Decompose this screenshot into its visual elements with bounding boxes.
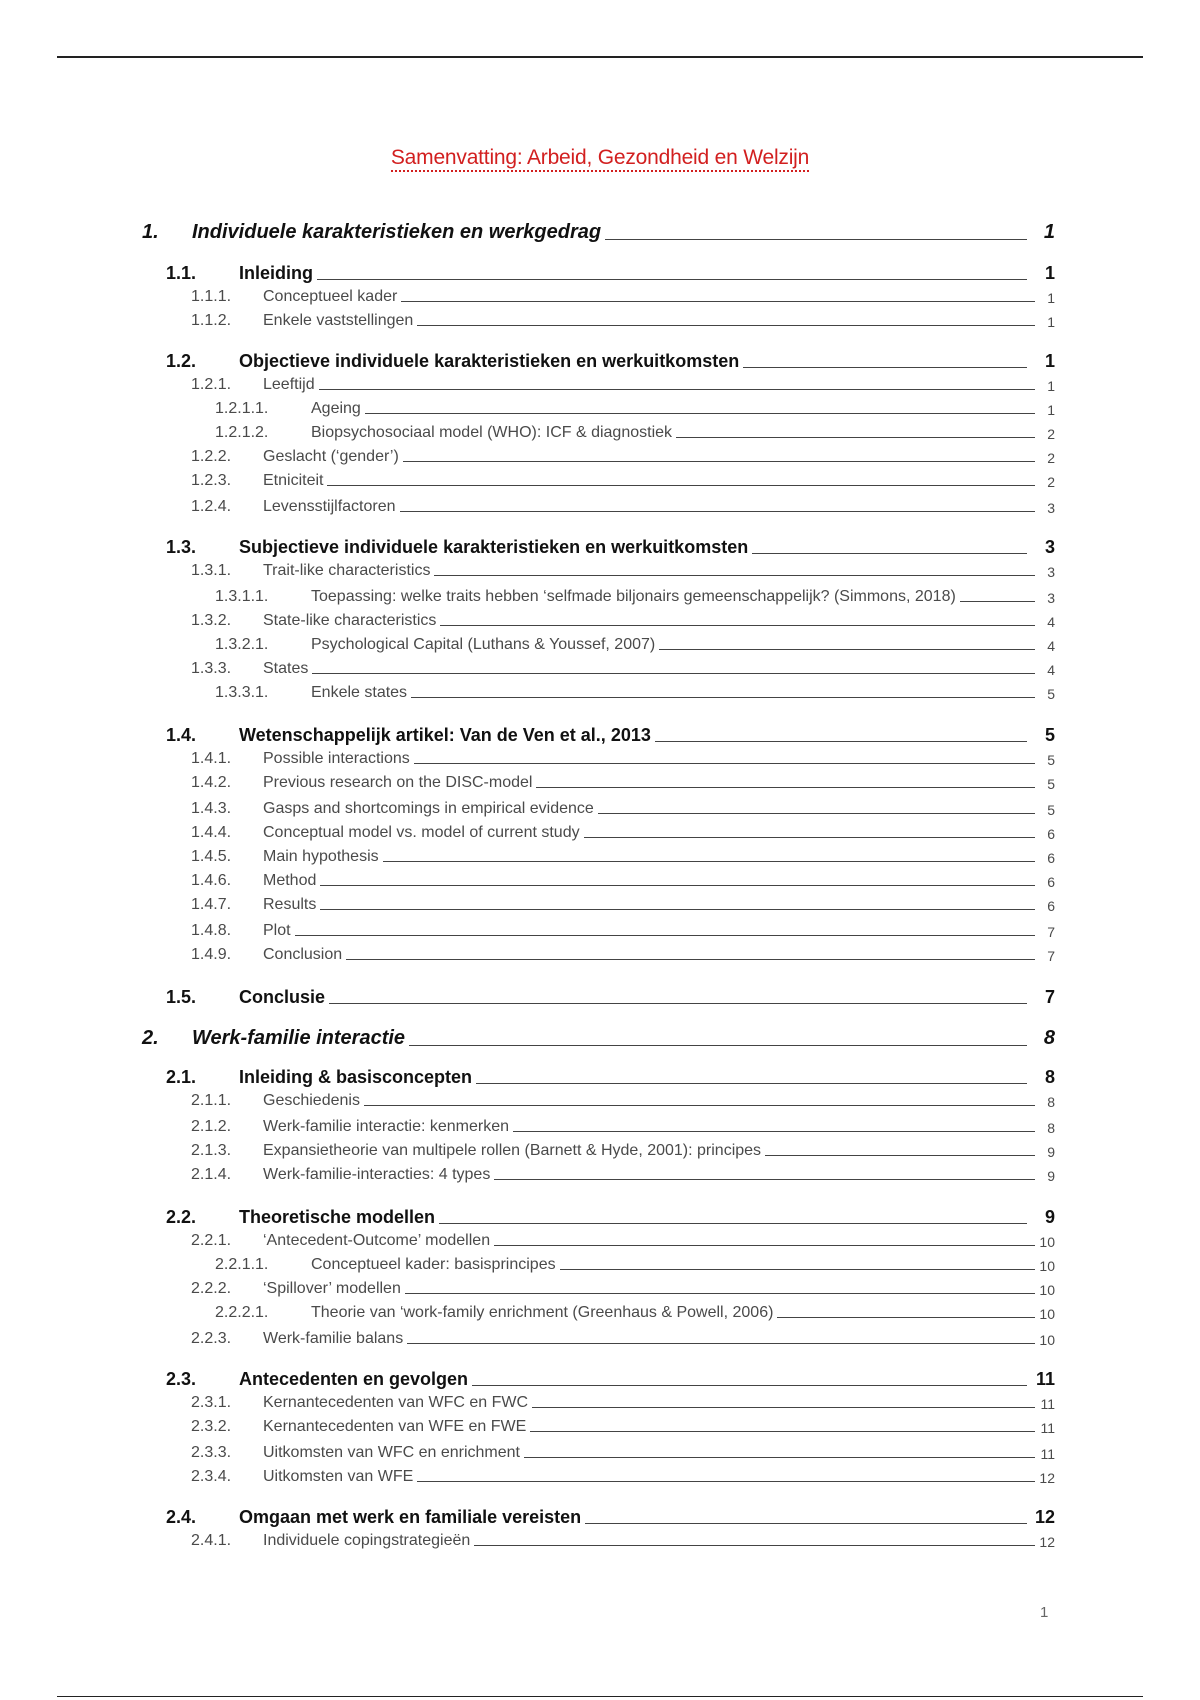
toc-leader-line [494, 1245, 1035, 1246]
toc-leader-line [414, 763, 1035, 764]
toc-entry-level-1[interactable] [166, 1204, 1055, 1228]
toc-entry-level-2[interactable] [191, 1464, 1055, 1486]
toc-entry-level-2[interactable] [191, 1276, 1055, 1298]
toc-entry-level-2[interactable] [191, 942, 1055, 964]
toc-entry-number: 1.2.1.2. [215, 424, 269, 441]
toc-leader-line [472, 1385, 1027, 1386]
toc-entry-page: 2 [1047, 450, 1055, 466]
toc-entry-page: 10 [1039, 1258, 1055, 1274]
toc-entry-page: 3 [1047, 564, 1055, 580]
toc-entry-number: 2.1.3. [191, 1142, 232, 1159]
toc-entry-level-2[interactable] [191, 494, 1055, 516]
toc-entry-page: 6 [1047, 826, 1055, 842]
toc-entry-page: 5 [1047, 686, 1055, 702]
toc-entry-level-3[interactable] [215, 1300, 1055, 1322]
toc-entry-level-2[interactable] [191, 918, 1055, 940]
toc-entry-number: 2. [142, 1027, 159, 1049]
toc-entry-number: 1.3.1. [191, 562, 232, 579]
toc-entry-page: 7 [1047, 948, 1055, 964]
toc-entry-page: 3 [1047, 500, 1055, 516]
toc-leader-line [598, 813, 1035, 814]
toc-entry-number: 1.3.2.1. [215, 636, 269, 653]
toc-entry-page: 7 [1047, 924, 1055, 940]
toc-entry-level-2[interactable] [191, 372, 1055, 394]
toc-entry-level-2[interactable] [191, 1528, 1055, 1550]
toc-entry-number: 1.4.9. [191, 946, 232, 963]
toc-entry-title: Theorie van ‘work-family enrichment (Greenhaus & Powell, 2006) [311, 1304, 774, 1321]
toc-entry-number: 1.3.2. [191, 612, 232, 629]
toc-entry-number: 2.3.2. [191, 1418, 232, 1435]
toc-entry-level-1[interactable] [166, 260, 1055, 284]
toc-entry-number: 2.4.1. [191, 1532, 232, 1549]
toc-entry-title: Results [263, 896, 317, 913]
toc-entry-page: 6 [1047, 850, 1055, 866]
toc-entry-level-2[interactable] [191, 1138, 1055, 1160]
toc-entry-title: Main hypothesis [263, 848, 379, 865]
toc-entry-title: States [263, 660, 309, 677]
toc-leader-line [655, 741, 1027, 742]
toc-entry-page: 9 [1047, 1168, 1055, 1184]
toc-entry-number: 1.4.1. [191, 750, 232, 767]
toc-entry-title: State-like characteristics [263, 612, 437, 629]
toc-leader-line [440, 625, 1035, 626]
toc-entry-title: Kernantecedenten van WFE en FWE [263, 1418, 527, 1435]
toc-entry-page: 9 [1044, 1207, 1055, 1227]
toc-entry-number: 2.2.2.1. [215, 1304, 269, 1321]
toc-leader-line [584, 837, 1035, 838]
toc-leader-line [659, 649, 1035, 650]
toc-entry-number: 1.5. [166, 987, 197, 1007]
toc-entry-title: ‘Antecedent-Outcome’ modellen [263, 1232, 491, 1249]
toc-entry-title: Kernantecedenten van WFC en FWC [263, 1394, 529, 1411]
toc-entry-title: Werk-familie balans [263, 1330, 404, 1347]
toc-entry-level-2[interactable] [191, 1414, 1055, 1436]
toc-entry-title: Previous research on the DISC-model [263, 774, 533, 791]
toc-entry-page: 10 [1039, 1282, 1055, 1298]
toc-entry-title: Plot [263, 922, 291, 939]
toc-entry-title: Psychological Capital (Luthans & Youssef, 2007) [311, 636, 656, 653]
toc-leader-line [312, 673, 1035, 674]
toc-entry-title: Subjectieve individuele karakteristieken en werkuitkomsten [239, 537, 749, 557]
toc-entry-level-2[interactable] [191, 746, 1055, 768]
toc-entry-title: Werk-familie-interacties: 4 types [263, 1166, 491, 1183]
toc-entry-number: 1.4.6. [191, 872, 232, 889]
toc-entry-level-1[interactable] [166, 348, 1055, 372]
toc-entry-page: 8 [1043, 1027, 1055, 1049]
toc-entry-title: Leeftijd [263, 376, 315, 393]
toc-entry-number: 2.2.1. [191, 1232, 232, 1249]
toc-entry-number: 1.1. [166, 263, 197, 283]
toc-leader-line [585, 1523, 1027, 1524]
toc-entry-title: Toepassing: welke traits hebben ‘selfmade biljonairs gemeenschappelijk? (Simmons, 2018) [311, 588, 956, 605]
toc-entry-page: 1 [1047, 290, 1055, 306]
toc-entry-level-1[interactable] [166, 984, 1055, 1008]
toc-entry-page: 8 [1047, 1094, 1055, 1110]
toc-entry-number: 1.2.1. [191, 376, 232, 393]
toc-leader-line [474, 1545, 1035, 1546]
toc-entry-number: 2.3. [166, 1369, 197, 1389]
toc-entry-title: Omgaan met werk en familiale vereisten [239, 1507, 582, 1527]
toc-entry-title: Conceptueel kader: basisprincipes [311, 1256, 556, 1273]
toc-leader-line [327, 485, 1035, 486]
toc-entry-level-2[interactable] [191, 444, 1055, 466]
toc-entry-page: 6 [1047, 898, 1055, 914]
toc-entry-title: Conclusion [263, 946, 343, 963]
toc-leader-line [524, 1457, 1035, 1458]
toc-leader-line [409, 1045, 1027, 1046]
toc-leader-line [417, 1481, 1035, 1482]
toc-leader-line [320, 909, 1035, 910]
toc-leader-line [417, 325, 1035, 326]
toc-entry-number: 1.2.3. [191, 472, 232, 489]
toc-entry-title: Levensstijlfactoren [263, 498, 396, 515]
toc-entry-page: 3 [1044, 537, 1055, 557]
toc-leader-line [605, 239, 1027, 240]
toc-entry-number: 2.3.3. [191, 1444, 232, 1461]
toc-entry-page: 1 [1047, 314, 1055, 330]
toc-entry-page: 4 [1047, 662, 1055, 678]
toc-entry-title: ‘Spillover’ modellen [263, 1280, 401, 1297]
toc-entry-page: 1 [1043, 221, 1055, 243]
toc-leader-line [765, 1155, 1035, 1156]
toc-entry-title: Possible interactions [263, 750, 410, 767]
toc-leader-line [434, 575, 1035, 576]
header-rule [57, 56, 1143, 58]
toc-entry-page: 12 [1039, 1534, 1055, 1550]
toc-entry-page: 4 [1047, 638, 1055, 654]
toc-entry-level-3[interactable] [215, 1252, 1055, 1274]
toc-entry-number: 1.2.1.1. [215, 400, 269, 417]
toc-entry-title: Method [263, 872, 317, 889]
toc-entry-number: 2.4. [166, 1507, 197, 1527]
toc-entry-page: 1 [1044, 263, 1055, 283]
toc-entry-page: 8 [1047, 1120, 1055, 1136]
toc-entry-number: 2.3.1. [191, 1394, 232, 1411]
toc-entry-title: Biopsychosociaal model (WHO): ICF & diagnostiek [311, 424, 673, 441]
toc-entry-page: 2 [1047, 474, 1055, 490]
toc-entry-title: Ageing [311, 400, 361, 417]
toc-leader-line [676, 437, 1035, 438]
toc-entry-number: 1.1.1. [191, 288, 232, 305]
toc-entry-page: 6 [1047, 874, 1055, 890]
toc-entry-title: Conclusie [239, 987, 326, 1007]
toc-entry-title: Uitkomsten van WFE [263, 1468, 414, 1485]
toc-entry-level-2[interactable] [191, 468, 1055, 490]
toc-entry-level-1[interactable] [166, 1064, 1055, 1088]
toc-entry-number: 1.4.5. [191, 848, 232, 865]
toc-entry-title: Etniciteit [263, 472, 324, 489]
toc-entry-title: Inleiding & basisconcepten [239, 1067, 473, 1087]
toc-entry-page: 7 [1044, 987, 1055, 1007]
toc-entry-level-2[interactable] [191, 608, 1055, 630]
toc-entry-title: Objectieve individuele karakteristieken en werkuitkomsten [239, 351, 740, 371]
toc-entry-level-2[interactable] [191, 1088, 1055, 1110]
toc-entry-level-1[interactable] [166, 534, 1055, 558]
toc-entry-level-3[interactable] [215, 420, 1055, 442]
toc-entry-number: 1.4.7. [191, 896, 232, 913]
toc-entry-level-2[interactable] [191, 796, 1055, 818]
toc-leader-line [346, 959, 1035, 960]
toc-entry-title: Theoretische modellen [239, 1207, 436, 1227]
toc-entry-level-1[interactable] [166, 1504, 1055, 1528]
toc-entry-page: 1 [1047, 378, 1055, 394]
toc-entry-level-3[interactable] [215, 680, 1055, 702]
toc-leader-line [513, 1131, 1035, 1132]
toc-leader-line [530, 1431, 1035, 1432]
toc-leader-line [401, 301, 1035, 302]
document-title-text: Samenvatting: Arbeid, Gezondheid en Welzijn [391, 146, 809, 172]
toc-entry-title: Antecedenten en gevolgen [239, 1369, 469, 1389]
toc-entry-level-1[interactable] [166, 1366, 1055, 1390]
toc-entry-number: 2.2.3. [191, 1330, 232, 1347]
toc-entry-title: Conceptueel kader [263, 288, 398, 305]
toc-leader-line [960, 601, 1035, 602]
toc-entry-number: 1. [142, 221, 159, 243]
toc-leader-line [536, 787, 1035, 788]
toc-entry-page: 1 [1047, 402, 1055, 418]
toc-entry-number: 1.4.3. [191, 800, 232, 817]
toc-entry-level-2[interactable] [191, 868, 1055, 890]
toc-entry-title: Gasps and shortcomings in empirical evidence [263, 800, 594, 817]
toc-entry-title: Geschiedenis [263, 1092, 360, 1109]
toc-entry-page: 5 [1047, 776, 1055, 792]
toc-entry-page: 1 [1044, 351, 1055, 371]
toc-entry-title: Individuele copingstrategieën [263, 1532, 471, 1549]
toc-entry-number: 2.2.2. [191, 1280, 232, 1297]
toc-entry-page: 5 [1047, 802, 1055, 818]
toc-entry-level-2[interactable] [191, 1440, 1055, 1462]
toc-entry-number: 2.3.4. [191, 1468, 232, 1485]
toc-entry-page: 3 [1047, 590, 1055, 606]
toc-leader-line [752, 553, 1027, 554]
toc-entry-number: 1.2.2. [191, 448, 232, 465]
toc-leader-line [295, 935, 1035, 936]
toc-entry-number: 2.2. [166, 1207, 197, 1227]
toc-entry-page: 10 [1039, 1332, 1055, 1348]
document-title [0, 146, 1200, 170]
toc-entry-number: 2.1.2. [191, 1118, 232, 1135]
toc-entry-level-2[interactable] [191, 844, 1055, 866]
toc-entry-page: 5 [1047, 752, 1055, 768]
toc-entry-level-2[interactable] [191, 308, 1055, 330]
toc-entry-title: Individuele karakteristieken en werkgedrag [192, 221, 602, 243]
toc-entry-page: 9 [1047, 1144, 1055, 1160]
toc-entry-level-0[interactable] [142, 218, 1055, 244]
toc-entry-level-3[interactable] [215, 584, 1055, 606]
toc-entry-level-2[interactable] [191, 1162, 1055, 1184]
toc-entry-level-2[interactable] [191, 1114, 1055, 1136]
footer-rule [57, 1696, 1143, 1697]
toc-entry-number: 1.2. [166, 351, 197, 371]
toc-entry-title: Wetenschappelijk artikel: Van de Ven et al., 2013 [239, 725, 651, 745]
toc-entry-level-3[interactable] [215, 632, 1055, 654]
toc-entry-title: Uitkomsten van WFC en enrichment [263, 1444, 520, 1461]
toc-entry-level-2[interactable] [191, 558, 1055, 580]
toc-entry-title: Inleiding [239, 263, 313, 283]
page-number: 1 [1040, 1604, 1049, 1621]
toc-entry-number: 2.2.1.1. [215, 1256, 269, 1273]
toc-leader-line [411, 697, 1035, 698]
toc-leader-line [476, 1083, 1027, 1084]
toc-entry-level-2[interactable] [191, 1326, 1055, 1348]
toc-entry-number: 1.2.4. [191, 498, 232, 515]
toc-leader-line [319, 389, 1035, 390]
toc-entry-title: Enkele vaststellingen [263, 312, 414, 329]
toc-leader-line [439, 1223, 1027, 1224]
toc-entry-level-2[interactable] [191, 770, 1055, 792]
toc-leader-line [407, 1343, 1035, 1344]
toc-leader-line [405, 1293, 1035, 1294]
toc-leader-line [320, 885, 1035, 886]
toc-leader-line [777, 1317, 1035, 1318]
toc-leader-line [532, 1407, 1035, 1408]
toc-leader-line [494, 1179, 1035, 1180]
toc-entry-number: 1.4.2. [191, 774, 232, 791]
toc-entry-page: 11 [1040, 1446, 1055, 1462]
toc-entry-title: Werk-familie interactie: kenmerken [263, 1118, 510, 1135]
toc-entry-level-2[interactable] [191, 284, 1055, 306]
toc-entry-page: 12 [1039, 1470, 1055, 1486]
toc-entry-page: 11 [1040, 1420, 1055, 1436]
toc-entry-page: 4 [1047, 614, 1055, 630]
toc-entry-title: Geslacht (‘gender’) [263, 448, 399, 465]
toc-entry-number: 1.4.8. [191, 922, 232, 939]
toc-entry-level-1[interactable] [166, 722, 1055, 746]
toc-entry-number: 1.3.1.1. [215, 588, 269, 605]
toc-entry-level-2[interactable] [191, 820, 1055, 842]
toc-entry-page: 10 [1039, 1306, 1055, 1322]
toc-entry-level-2[interactable] [191, 656, 1055, 678]
toc-entry-page: 5 [1044, 725, 1055, 745]
toc-leader-line [365, 413, 1035, 414]
toc-leader-line [743, 367, 1027, 368]
toc-entry-page: 10 [1039, 1234, 1055, 1250]
toc-entry-title: Enkele states [311, 684, 408, 701]
toc-entry-number: 1.3.3.1. [215, 684, 269, 701]
toc-entry-level-2[interactable] [191, 1228, 1055, 1250]
toc-entry-number: 2.1.1. [191, 1092, 232, 1109]
toc-entry-page: 11 [1035, 1369, 1055, 1389]
toc-entry-page: 11 [1040, 1396, 1055, 1412]
toc-entry-title: Trait-like characteristics [263, 562, 431, 579]
toc-entry-title: Expansietheorie van multipele rollen (Barnett & Hyde, 2001): principes [263, 1142, 762, 1159]
toc-entry-page: 12 [1034, 1507, 1055, 1527]
toc-entry-number: 1.4. [166, 725, 197, 745]
toc-leader-line [383, 861, 1035, 862]
toc-entry-level-2[interactable] [191, 892, 1055, 914]
toc-entry-number: 2.1.4. [191, 1166, 232, 1183]
toc-entry-number: 2.1. [166, 1067, 197, 1087]
toc-leader-line [400, 511, 1035, 512]
toc-entry-number: 1.1.2. [191, 312, 232, 329]
toc-entry-level-3[interactable] [215, 396, 1055, 418]
toc-leader-line [403, 461, 1035, 462]
toc-entry-title: Conceptual model vs. model of current study [263, 824, 580, 841]
toc-leader-line [317, 279, 1027, 280]
toc-leader-line [329, 1003, 1027, 1004]
toc-leader-line [560, 1269, 1035, 1270]
toc-entry-level-0[interactable] [142, 1024, 1055, 1050]
toc-entry-level-2[interactable] [191, 1390, 1055, 1412]
toc-entry-number: 1.3. [166, 537, 197, 557]
toc-leader-line [364, 1105, 1035, 1106]
toc-entry-page: 8 [1044, 1067, 1055, 1087]
toc-entry-number: 1.3.3. [191, 660, 232, 677]
toc-entry-page: 2 [1047, 426, 1055, 442]
toc-entry-number: 1.4.4. [191, 824, 232, 841]
toc-entry-title: Werk-familie interactie [192, 1027, 406, 1049]
